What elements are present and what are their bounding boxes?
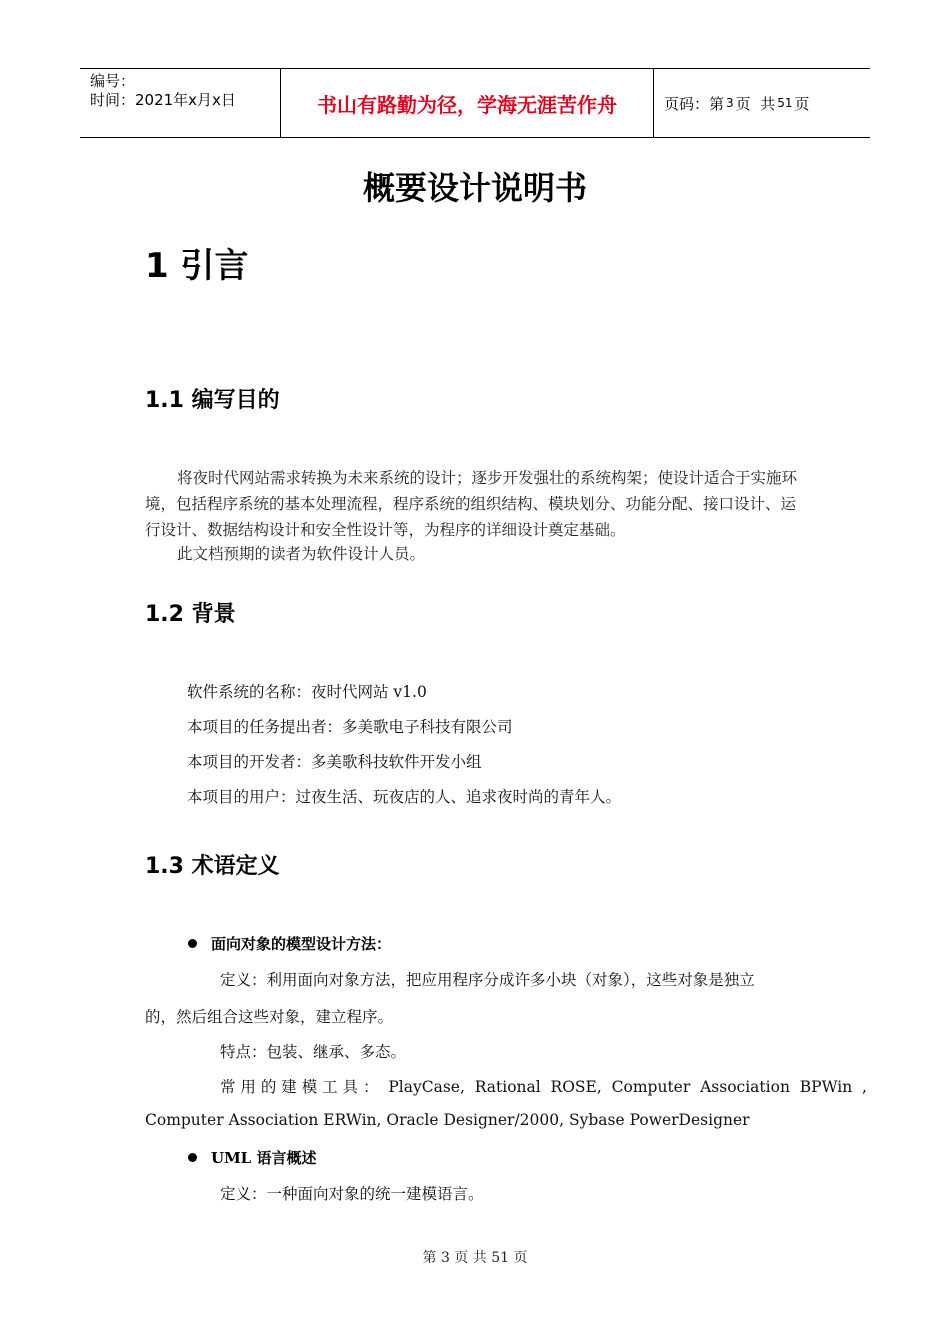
page-total: 51 [777,96,793,110]
oo-tools-line2: Computer Association ERWin, Oracle Designer/2000, Sybase PowerDesigner [145,1111,750,1129]
page-prefix: 页码：第 [664,94,725,113]
header-motto-cell [281,69,654,137]
background-line-2: 本项目的任务提出者：多美歌电子科技有限公司 [187,718,513,736]
oo-definition-line2: 的，然后组合这些对象，建立程序。 [145,1008,394,1026]
page-header-table [80,68,870,138]
section-1-2-heading: 1.2 背景 [145,602,236,627]
oo-features: 特点：包装、继承、多态。 [220,1043,407,1061]
section-1-3-heading: 1.3 术语定义 [145,854,280,879]
page-current: 3 [726,96,734,110]
section-1-heading: 1 引言 [145,246,249,286]
bullet-dot-icon [188,1153,197,1162]
header-motto: 书山有路勤为径，学海无涯苦作舟 [317,92,617,117]
bullet-uml-title: UML 语言概述 [211,1149,317,1167]
bullet-dot-icon [188,939,197,948]
bullet-uml [188,1147,316,1168]
bullet-oo-title: 面向对象的模型设计方法： [211,935,392,953]
section-1-1-para2: 此文档预期的读者为软件设计人员。 [177,545,426,563]
background-line-1: 软件系统的名称：夜时代网站 v1.0 [187,683,427,701]
section-1-1-heading: 1.1 编写目的 [145,388,280,413]
header-meta-cell [80,69,281,137]
background-line-4: 本项目的用户：过夜生活、玩夜店的人、追求夜时尚的青年人。 [187,788,622,806]
number-label: 编号： [90,72,136,90]
header-page-cell [654,69,870,137]
page-suffix: 页 [794,94,810,113]
page-mid: 页 共 [735,94,776,113]
uml-definition: 定义：一种面向对象的统一建模语言。 [220,1185,484,1203]
document-title: 概要设计说明书 [362,169,587,207]
background-line-3: 本项目的开发者：多美歌科技软件开发小组 [187,753,482,771]
oo-tools-line1: 常 用 的 建 模 工 具 ： PlayCase, Rational ROSE, Computer Association BPWin , [220,1078,867,1096]
oo-definition-line1: 定义：利用面向对象方法，把应用程序分成许多小块（对象），这些对象是独立 [220,971,755,989]
section-1-1-para1: 将夜时代网站需求转换为未来系统的设计；逐步开发强壮的系统构架；使设计适合于实施环境，包括程序系统的基本处理流程，程序系统的组织结构、模块划分、功能分配、接口设计、运行设计、数据结构设计和安全性设计等，为程序的详细设计奠定基础。 [145,469,798,539]
page-footer: 第 3 页 共 51 页 [422,1250,528,1266]
bullet-oo-method [188,933,391,954]
time-label: 时间：2021年x月x日 [90,91,236,109]
